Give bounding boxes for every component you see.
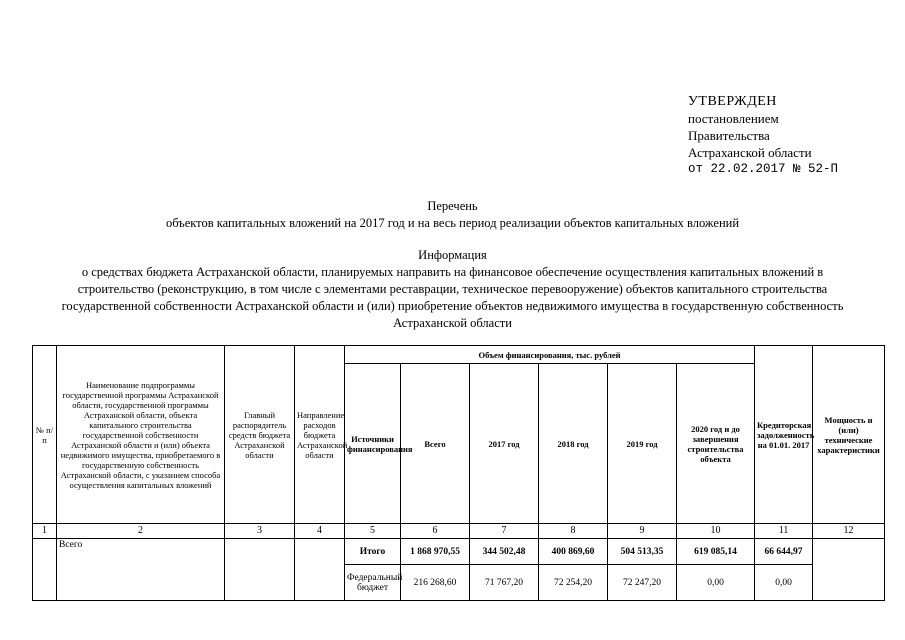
y2018-cell: 72 254,20 bbox=[539, 565, 608, 601]
approval-title: УТВЕРЖДЕН bbox=[688, 94, 777, 109]
col-num-11: 11 bbox=[755, 524, 813, 539]
header-sources: Источники финансирования bbox=[345, 364, 401, 524]
header-funding-group: Объем финансирования, тыс. рублей bbox=[345, 346, 755, 364]
y2020-cell: 619 085,14 bbox=[677, 539, 755, 565]
header-2020: 2020 год и до завершения строительства объекта bbox=[677, 364, 755, 524]
y2018-cell: 400 869,60 bbox=[539, 539, 608, 565]
row-num-cell bbox=[33, 539, 57, 601]
approval-line-3: Астраханской области bbox=[688, 145, 812, 160]
approval-date: от 22.02.2017 № 52-П bbox=[688, 162, 839, 176]
info-title: Информация bbox=[418, 248, 487, 262]
total-cell: 216 268,60 bbox=[401, 565, 470, 601]
list-title-subtitle: объектов капитальных вложений на 2017 год и на весь период реализации объектов капитальных вложений bbox=[165, 216, 740, 230]
col-num-8: 8 bbox=[539, 524, 608, 539]
header-direction: Направление расходов бюджета Астраханской области bbox=[295, 346, 345, 524]
col-num-3: 3 bbox=[225, 524, 295, 539]
total-label: Всего bbox=[57, 539, 225, 601]
col-num-2: 2 bbox=[57, 524, 225, 539]
approval-stamp bbox=[688, 93, 838, 178]
header-capacity: Мощность и (или) технические характеристики bbox=[813, 346, 885, 524]
col-num-4: 4 bbox=[295, 524, 345, 539]
table-row bbox=[33, 539, 885, 565]
info-block bbox=[20, 247, 885, 332]
y2017-cell: 344 502,48 bbox=[470, 539, 539, 565]
header-2019: 2019 год bbox=[608, 364, 677, 524]
capital-investment-table bbox=[32, 345, 885, 601]
info-text: о средствах бюджета Астраханской области, планируемых направить на финансовое обеспечение осуществления капитальных вложений в строительство (реконструкцию, в том числе с элементами реставрации, техническое перевооружение) объектов капитального строительства государственной собственности Астраханской области и (или) приобретение объектов недвижимого имущества в государственную собственность Астраханской области bbox=[61, 265, 844, 330]
col-num-5: 5 bbox=[345, 524, 401, 539]
col-num-12: 12 bbox=[813, 524, 885, 539]
header-credit: Кредиторская задолженность на 01.01. 2017 bbox=[755, 346, 813, 524]
credit-cell: 0,00 bbox=[755, 565, 813, 601]
col-num-7: 7 bbox=[470, 524, 539, 539]
column-number-row bbox=[33, 524, 885, 539]
header-num: № п/п bbox=[33, 346, 57, 524]
col-num-6: 6 bbox=[401, 524, 470, 539]
manager-cell bbox=[225, 539, 295, 601]
capacity-cell bbox=[813, 539, 885, 601]
col-num-10: 10 bbox=[677, 524, 755, 539]
header-manager: Главный распорядитель средств бюджета Астраханской области bbox=[225, 346, 295, 524]
source-cell: Итого bbox=[345, 539, 401, 565]
approval-line-2: Правительства bbox=[688, 128, 770, 143]
y2017-cell: 71 767,20 bbox=[470, 565, 539, 601]
approval-line-1: постановлением bbox=[688, 111, 779, 126]
header-name: Наименование подпрограммы государственной программы Астраханской области, государственной программы Астраханской области, объекта капитального строительства государственной собственности Астраханской области и (или) объекта недвижимого имущества, приобретаемого в государственную собственность Астраханской области, с указанием способа осуществления капитальных вложений bbox=[57, 346, 225, 524]
source-cell: Федеральный бюджет bbox=[345, 565, 401, 601]
list-title bbox=[20, 198, 885, 232]
y2019-cell: 504 513,35 bbox=[608, 539, 677, 565]
direction-cell bbox=[295, 539, 345, 601]
list-title-heading: Перечень bbox=[427, 199, 478, 213]
y2020-cell: 0,00 bbox=[677, 565, 755, 601]
header-total: Всего bbox=[401, 364, 470, 524]
header-2018: 2018 год bbox=[539, 364, 608, 524]
col-num-1: 1 bbox=[33, 524, 57, 539]
header-2017: 2017 год bbox=[470, 364, 539, 524]
credit-cell: 66 644,97 bbox=[755, 539, 813, 565]
col-num-9: 9 bbox=[608, 524, 677, 539]
y2019-cell: 72 247,20 bbox=[608, 565, 677, 601]
total-cell: 1 868 970,55 bbox=[401, 539, 470, 565]
